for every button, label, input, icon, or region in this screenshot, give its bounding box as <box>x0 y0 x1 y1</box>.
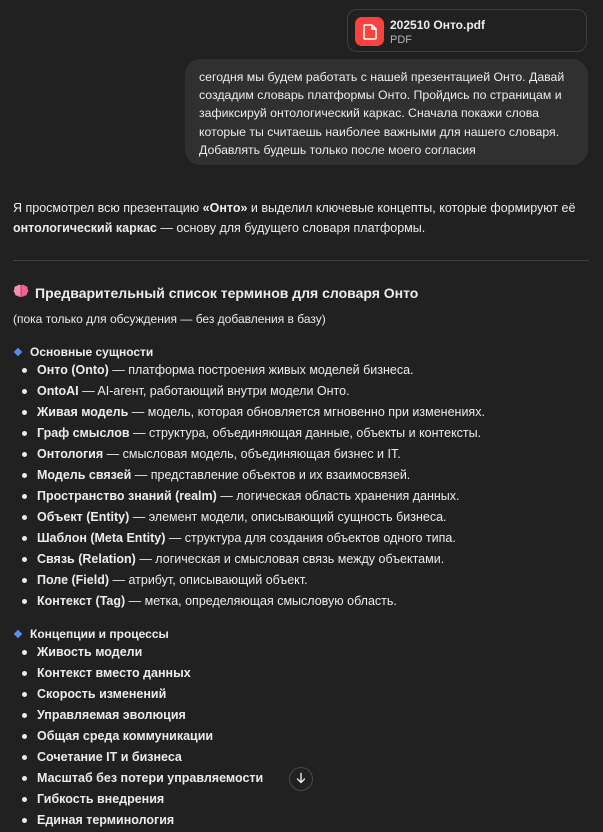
term-name: Единая терминология <box>37 813 175 827</box>
entities-list <box>20 360 485 612</box>
term-name: Масштаб без потери управляемости <box>37 771 264 785</box>
term-description: — модель, которая обновляется мгновенно при изменениях. <box>128 405 485 419</box>
section-title-concepts <box>15 627 169 641</box>
term-description: — представление объектов и их взаимосвязей. <box>131 468 411 482</box>
list-item <box>20 444 485 465</box>
intro-text: Я просмотрел всю презентацию <box>13 201 203 215</box>
diamond-bullet-icon <box>14 630 22 638</box>
term-name: Контекст (Tag) <box>37 594 126 608</box>
term-name: Шаблон (Meta Entity) <box>37 531 166 545</box>
concepts-list <box>20 642 263 831</box>
list-item <box>20 789 263 810</box>
list-item <box>20 486 485 507</box>
term-name: Связь (Relation) <box>37 552 136 566</box>
term-name: Объект (Entity) <box>37 510 130 524</box>
term-name: Сочетание IT и бизнеса <box>37 750 182 764</box>
term-name: Живая модель <box>37 405 129 419</box>
term-name: Управляемая эволюция <box>37 708 186 722</box>
term-description: — структура, объединяющая данные, объекты и контексты. <box>129 426 482 440</box>
intro-text: и выделил ключевые концепты, которые формируют её <box>247 201 576 215</box>
intro-text: — основу для будущего словаря платформы. <box>156 221 426 235</box>
list-item <box>20 528 485 549</box>
arrow-down-icon <box>295 772 307 787</box>
list-item <box>20 507 485 528</box>
term-description: — метка, определяющая смысловую область. <box>125 594 397 608</box>
intro-bold: онтологический каркас <box>13 221 157 235</box>
user-message-line: зафиксируй онтологический каркас. Сначала покажи слова <box>199 106 540 121</box>
list-item <box>20 768 263 789</box>
list-item <box>20 684 263 705</box>
term-description: — AI-агент, работающий внутри модели Онто. <box>78 384 350 398</box>
list-item <box>20 591 485 612</box>
section-title-text: Основные сущности <box>30 345 154 359</box>
list-item <box>20 747 263 768</box>
term-name: Контекст вместо данных <box>37 666 191 680</box>
list-item <box>20 402 485 423</box>
section-title-text: Концепции и процессы <box>30 627 169 641</box>
attachment-type: PDF <box>390 34 412 46</box>
term-description: — логическая и смысловая связь между объектами. <box>135 552 445 566</box>
list-item <box>20 381 485 402</box>
divider <box>13 260 589 261</box>
term-name: Живость модели <box>37 645 143 659</box>
list-item <box>20 465 485 486</box>
pdf-file-icon <box>355 17 384 46</box>
term-name: Модель связей <box>37 468 132 482</box>
term-name: Онтология <box>37 447 104 461</box>
heading-text: Предварительный список терминов для словаря Онто <box>35 284 419 301</box>
term-name: Граф смыслов <box>37 426 130 440</box>
term-name: OntoAI <box>37 384 79 398</box>
user-message-line: Добавлять будешь только после моего согласия <box>199 142 476 157</box>
list-item <box>20 810 263 831</box>
list-item <box>20 423 485 444</box>
attachment-name: 202510 Онто.pdf <box>390 18 485 32</box>
list-item <box>20 549 485 570</box>
term-description: — структура для создания объектов одного типа. <box>165 531 456 545</box>
term-name: Онто (Onto) <box>37 363 109 377</box>
list-item <box>20 642 263 663</box>
list-item <box>20 360 485 381</box>
diamond-bullet-icon <box>14 348 22 356</box>
term-description: — атрибут, описывающий объект. <box>109 573 308 587</box>
user-message-line: которые ты считаешь наиболее важными для нашего словаря. <box>199 124 560 139</box>
section-title-entities <box>15 345 153 359</box>
list-item <box>20 570 485 591</box>
attachment-card[interactable] <box>347 9 587 52</box>
term-description: — платформа построения живых моделей бизнеса. <box>108 363 414 377</box>
term-name: Общая среда коммуникации <box>37 729 214 743</box>
user-message-line: создадим словарь платформы Онто. Пройдись по страницам и <box>199 88 562 103</box>
term-name: Поле (Field) <box>37 573 110 587</box>
term-description: — логическая область хранения данных. <box>216 489 460 503</box>
term-description: — элемент модели, описывающий сущность бизнеса. <box>129 510 447 524</box>
term-description: — смысловая модель, объединяющая бизнес и IT. <box>103 447 401 461</box>
intro-bold: «Онто» <box>202 201 248 215</box>
list-item <box>20 663 263 684</box>
scroll-down-button[interactable] <box>289 767 313 791</box>
user-message <box>185 59 588 165</box>
list-item <box>20 705 263 726</box>
term-name: Пространство знаний (realm) <box>37 489 217 503</box>
term-name: Скорость изменений <box>37 687 167 701</box>
assistant-intro <box>13 198 598 238</box>
brain-icon <box>13 284 29 301</box>
subnote: (пока только для обсуждения — без добавления в базу) <box>13 312 326 326</box>
list-item <box>20 726 263 747</box>
section-heading <box>13 284 418 301</box>
term-name: Гибкость внедрения <box>37 792 165 806</box>
user-message-line: сегодня мы будем работать с нашей презентацией Онто. Давай <box>199 70 565 84</box>
